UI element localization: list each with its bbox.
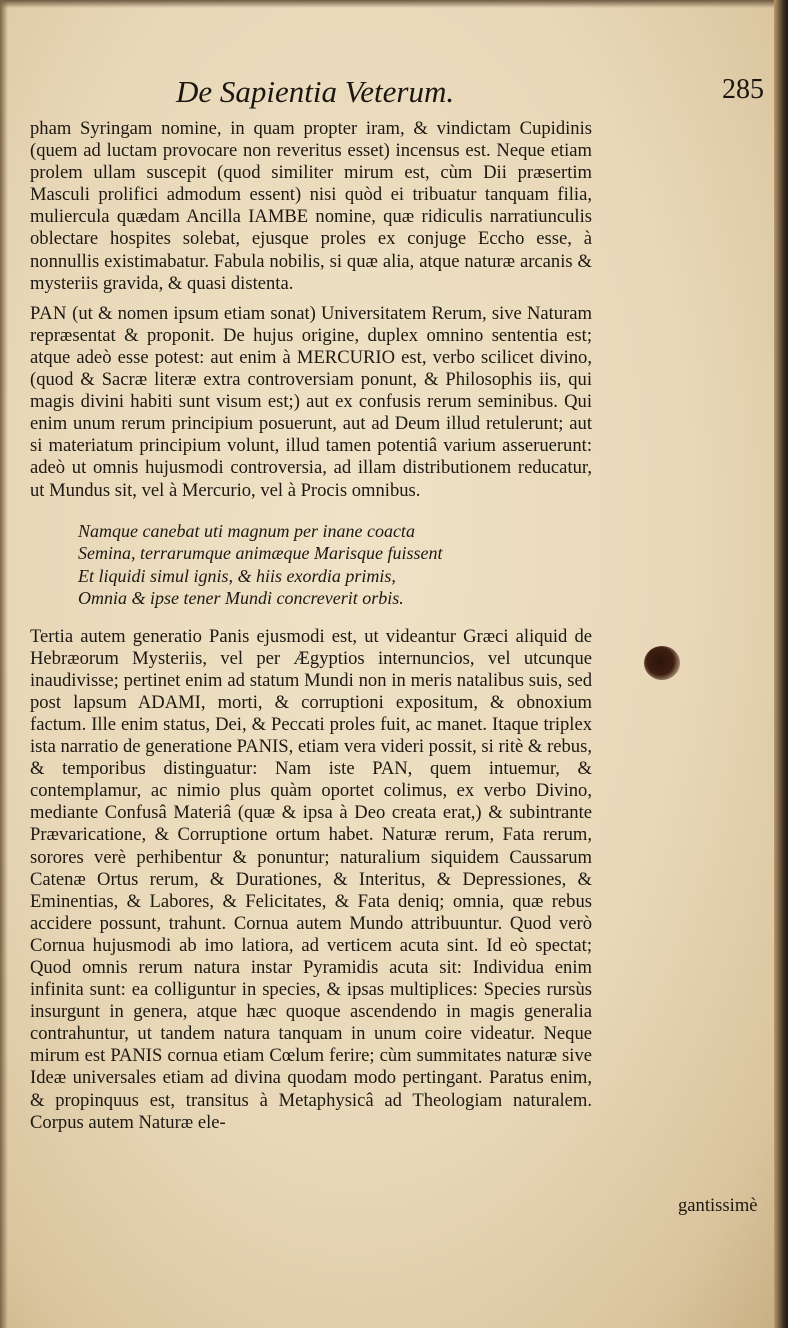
verse-line: Semina, terrarumque animæque Marisque fuissent xyxy=(78,543,443,564)
paragraph-3: Tertia autem generatio Panis ejusmodi est, ut videantur Græci aliquid de Hebræorum Mysteriis, vel per Ægyptios internuncios, vel utcunque inaudivisse; pertinet enim ad statum Mundi non in meris natalibus suis, sed post lapsum ADAMI, morti, & corruptioni expositum, & obnoxium factum. Ille enim status, Dei, & Peccati proles fuit, ac manet. Itaque triplex ista narratio de generatione PANIS, etiam vera videri possit, si ritè & rebus, & temporibus distinguatur: Nam iste PAN, quem intuemur, & contemplamur, ac nimio plus quàm oportet colimus, ex verbo Divino, mediante Confusâ Materiâ (quæ & ipsa à Deo creata erat,) & subintrante Prævaricatione, & Corruptione ortum habet. Naturæ rerum, Fata rerum, sorores verè perhibentur & ponuntur; naturalium siquidem Caussarum Catenæ Ortus rerum, & Durationes, & Interitus, & Depressiones, & Eminentias, & Labores, & Felicitates, & Fata deniq; omnia, quæ rebus accidere possunt, trahunt. Cornua autem Mundo attribuuntur. Quod verò Cornua hujusmodi ab imo latiora, ad verticem acuta sint. Id eò spectat; Quod omnis rerum natura instar Pyramidis acuta sit: Individua enim infinita sunt: ea colliguntur in species, & ipsas multiplices: Species rursùs insurgunt in genera, atque hæc quoque ascendendo in magis generalia contrahuntur, ut tandem natura tanquam in unum coire videatur. Neque mirum est PANIS cornua etiam Cœlum ferire; cùm summitates naturæ sive Ideæ universales etiam ad divina quodam modo pertingant. Paratus enim, & propinquus est, transitus à Metaphysicâ ad Theologiam naturalem. Corpus autem Naturæ ele- xyxy=(30,625,592,1133)
paragraph-2 xyxy=(30,303,592,502)
verse-line: Namque canebat uti magnum per inane coacta xyxy=(78,520,415,541)
page-number: 285 xyxy=(722,74,764,105)
running-title: De Sapientia Veterum. xyxy=(176,74,455,109)
ink-blot-stain xyxy=(644,646,680,680)
page-left-shadow xyxy=(0,0,8,1328)
verse-quotation xyxy=(78,520,592,610)
paragraph-1: pham Syringam nomine, in quam propter iram, & vindictam Cupidinis (quem ad luctam provocare non reveritus esset) incensus est. Neque etiam prolem ullam suscepit (quod similiter mirum est, cùm Dii præsertim Masculi prolifici admodum essent) nisi quòd ei tribuatur tanquam filia, muliercula quædam Ancilla IAMBE nomine, quæ ridiculis narratiunculis oblectare hospites solebat, ejusque proles ex conjuge Eccho esse, à nonnullis existimabatur. Fabula nobilis, si quæ alia, atque naturæ arcanis & mysteriis gravida, & quasi distenta. xyxy=(30,118,592,294)
verse-line: Omnia & ipse tener Mundi concreverit orbis. xyxy=(78,588,404,609)
page-header xyxy=(0,74,788,120)
page-top-shadow xyxy=(0,0,788,8)
body-text xyxy=(30,118,592,1134)
catchword: gantissimè xyxy=(678,1195,758,1216)
page-gutter-edge xyxy=(774,0,788,1328)
paragraph-2-text: (ut & nomen ipsum etiam sonat) Universitatem Rerum, sive Naturam repræsentat & proponit. De hujus origine, duplex omnino sententia est; atque adeò esse potest: aut enim à MERCURIO est, verbo scilicet divino, (quod & Sacræ literæ extra controversiam ponunt, & Philosophis iis, qui magis divini habiti sunt visum est;) aut ex confusis rerum seminibus. Qui enim unum rerum principium posuerunt, aut ad Deum illud retulerunt; aut si materiatum principium volunt, illud tamen potentiâ varium asseruerunt: adeò ut omnis hujusmodi controversia, ad illam distributionem reducatur, ut Mundus sit, vel à Mercurio, vel à Procis omnibus. xyxy=(30,302,592,501)
verse-line: Et liquidi simul ignis, & hiis exordia primis, xyxy=(78,565,396,586)
paragraph-2-lead: PAN xyxy=(30,302,67,324)
